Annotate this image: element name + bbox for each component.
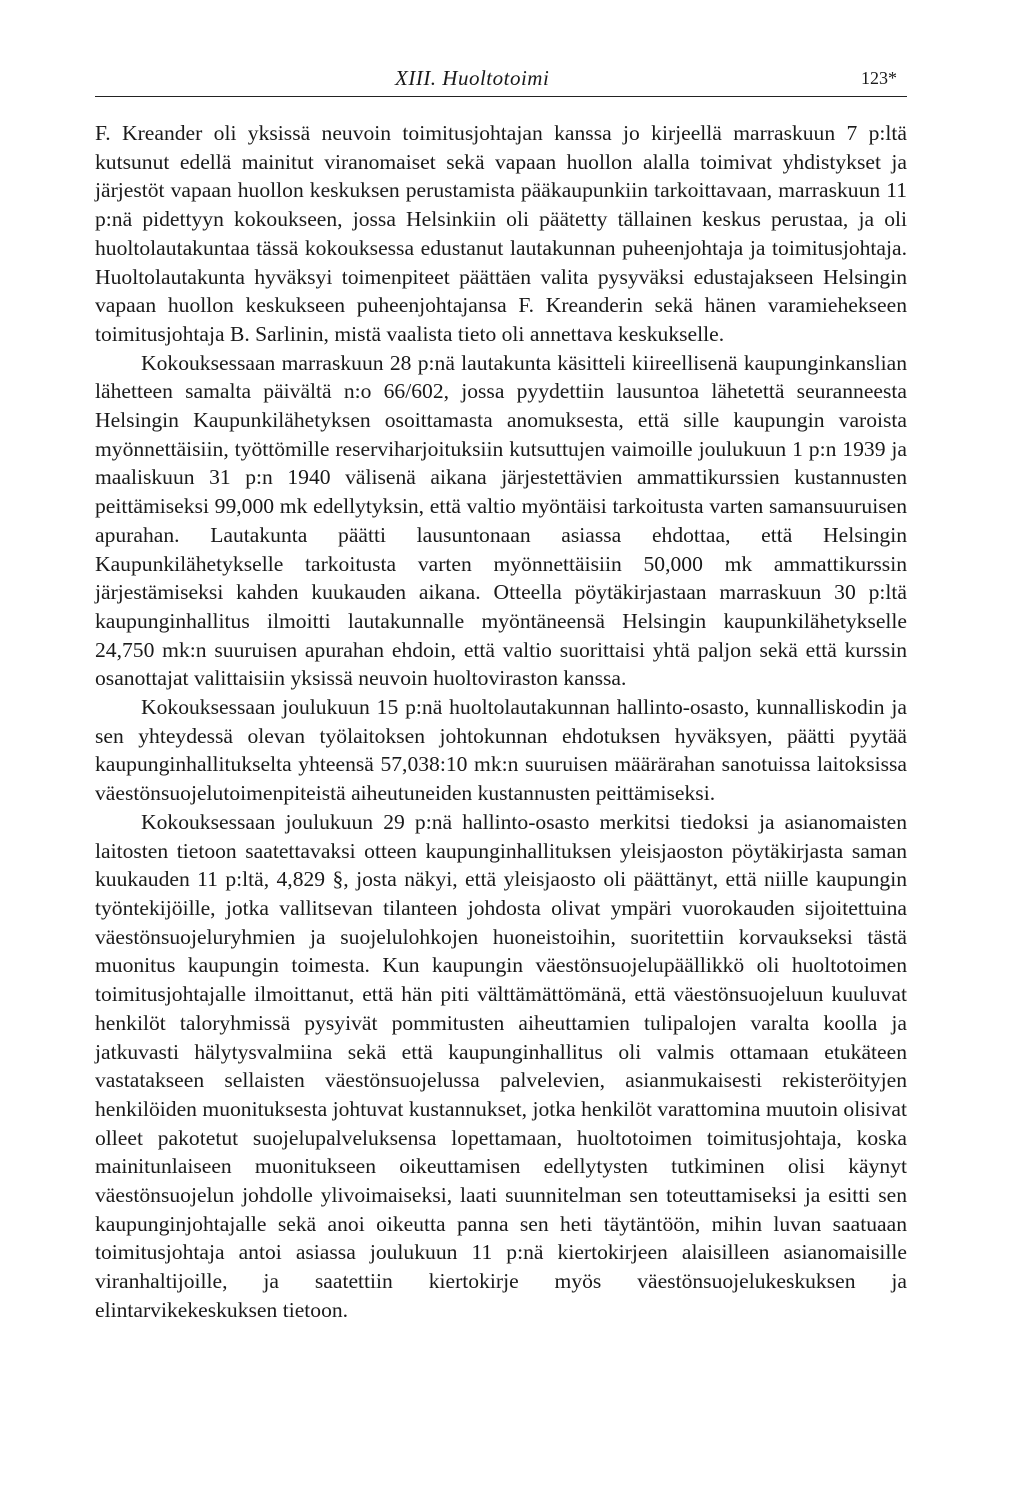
page-number: 123* [861,68,897,88]
paragraph-4: Kokouksessaan joulukuun 29 p:nä hallinto-osasto merkitsi tiedoksi ja asianomaisten laitosten tietoon saatettavaksi otteen kaupunginhallituksen yleisjaoston pöytäkirjasta saman kuukauden 11 p:ltä, 4,829 §, josta näkyi, että yleisjaosto oli päättänyt, että niille kaupungin työntekijöille, jotka vallitsevan tilanteen johdosta olivat ympäri vuorokauden sijoitettuina väestönsuojeluryhmien ja suojelulohkojen huoneistoihin, suoritettiin korvaukseksi tästä muonitus kaupungin toimesta. Kun kaupungin väestönsuojelupäällikkö oli huoltotoimen toimitusjohtajalle ilmoittanut, että hän piti välttämättömänä, että väestönsuojeluun kuuluvat henkilöt taloryhmissä pysyivät pommitusten aiheuttamien tulipalojen varalta koolla ja jatkuvasti hälytysvalmiina sekä että kaupunginhallitus oli valmis ottamaan etukäteen vastatakseen sellaisten väestönsuojelussa palvelevien, asianmukaisesti rekisteröityjen henkilöiden muonituksesta johtuvat kustannukset, jotka henkilöt varattomina muutoin olisivat olleet pakotetut suojelupalveluksensa lopettamaan, huoltotoimen toimitusjohtaja, koska mainitunlaiseen muonitukseen oikeuttamisen edellytysten tutkiminen olisi käynyt väestönsuojelun johdolle ylivoimaiseksi, laati suunnitelman sen toteuttamiseksi ja esitti sen kaupunginjohtajalle sekä anoi oikeutta panna sen heti täytäntöön, mihin luvan saatuaan toimitusjohtaja antoi asiassa joulukuun 11 p:nä kiertokirjeen alaisilleen asianomaisille viranhaltijoille, ja saatettiin kiertokirje myös väestönsuojelukeskuksen ja elintarvikekeskuksen tietoon. [95,809,907,1322]
paragraph-3: Kokouksessaan joulukuun 15 p:nä huoltolautakunnan hallinto-osasto, kunnalliskodin ja sen yhteydessä olevan työlaitoksen johtokunnan ehdotuksen hyväksyen, päätti pyytää kaupunginhallitukselta yhteensä 57,038:10 mk:n suuruisen määrärahan sanotuissa laitoksissa väestönsuojelutoimenpiteistä aiheutuneiden kustannusten peittämiseksi. [95,695,907,806]
document-page [95,62,907,1325]
running-title: XIII. Huoltotoimi [395,66,550,90]
body-text [95,119,907,1325]
running-header [95,62,907,97]
paragraph-2: Kokouksessaan marraskuun 28 p:nä lautakunta käsitteli kiireellisenä kaupunginkanslian lähetteen samalta päivältä n:o 66/602, jossa pyydettiin lausuntoa lähetettä seuranneesta Helsingin Kaupunkilähetyksen osoittamasta anomuksesta, että sille kaupungin varoista myönnettäisiin, työttömille reserviharjoituksiin kutsuttujen vaimoille joulukuun 1 p:n 1939 ja maaliskuun 31 p:n 1940 välisenä aikana järjestettävien ammattikurssien kustannusten peittämiseksi 99,000 mk edellytyksin, että valtio myöntäisi tarkoitusta varten samansuuruisen apurahan. Lautakunta päätti lausuntonaan asiassa ehdottaa, että Helsingin Kaupunkilähetykselle tarkoitusta varten myönnettäisiin 50,000 mk ammattikurssin järjestämiseksi kahden kuukauden aikana. Otteella pöytäkirjastaan marraskuun 30 p:ltä kaupunginhallitus ilmoitti lautakunnalle myöntäneensä Helsingin kaupunkilähetykselle 24,750 mk:n suuruisen apurahan ehdoin, että valtio suorittaisi yhtä paljon sekä että kurssin osanottajat valittaisiin yksissä neuvoin huoltoviraston kanssa. [95,350,907,691]
paragraph-1: F. Kreander oli yksissä neuvoin toimitusjohtajan kanssa jo kirjeellä marraskuun 7 p:ltä kutsunut edellä mainitut viranomaiset sekä vapaan huollon alalla toimivat yhdistykset ja järjestöt vapaan huollon keskuksen perustamista pääkaupunkiin tarkoittavaan, marraskuun 11 p:nä pidettyyn kokoukseen, jossa Helsinkiin oli päätetty tällainen keskus perustaa, ja oli huoltolautakuntaa tässä kokouksessa edustanut lautakunnan puheenjohtaja ja toimitusjohtaja. Huoltolautakunta hyväksyi toimenpiteet päättäen valita pysyväksi edustajakseen Helsingin vapaan huollon keskukseen puheenjohtajansa F. Kreanderin sekä hänen varamiehekseen toimitusjohtaja B. Sarlinin, mistä vaalista tieto oli annettava keskukselle. [95,121,907,346]
